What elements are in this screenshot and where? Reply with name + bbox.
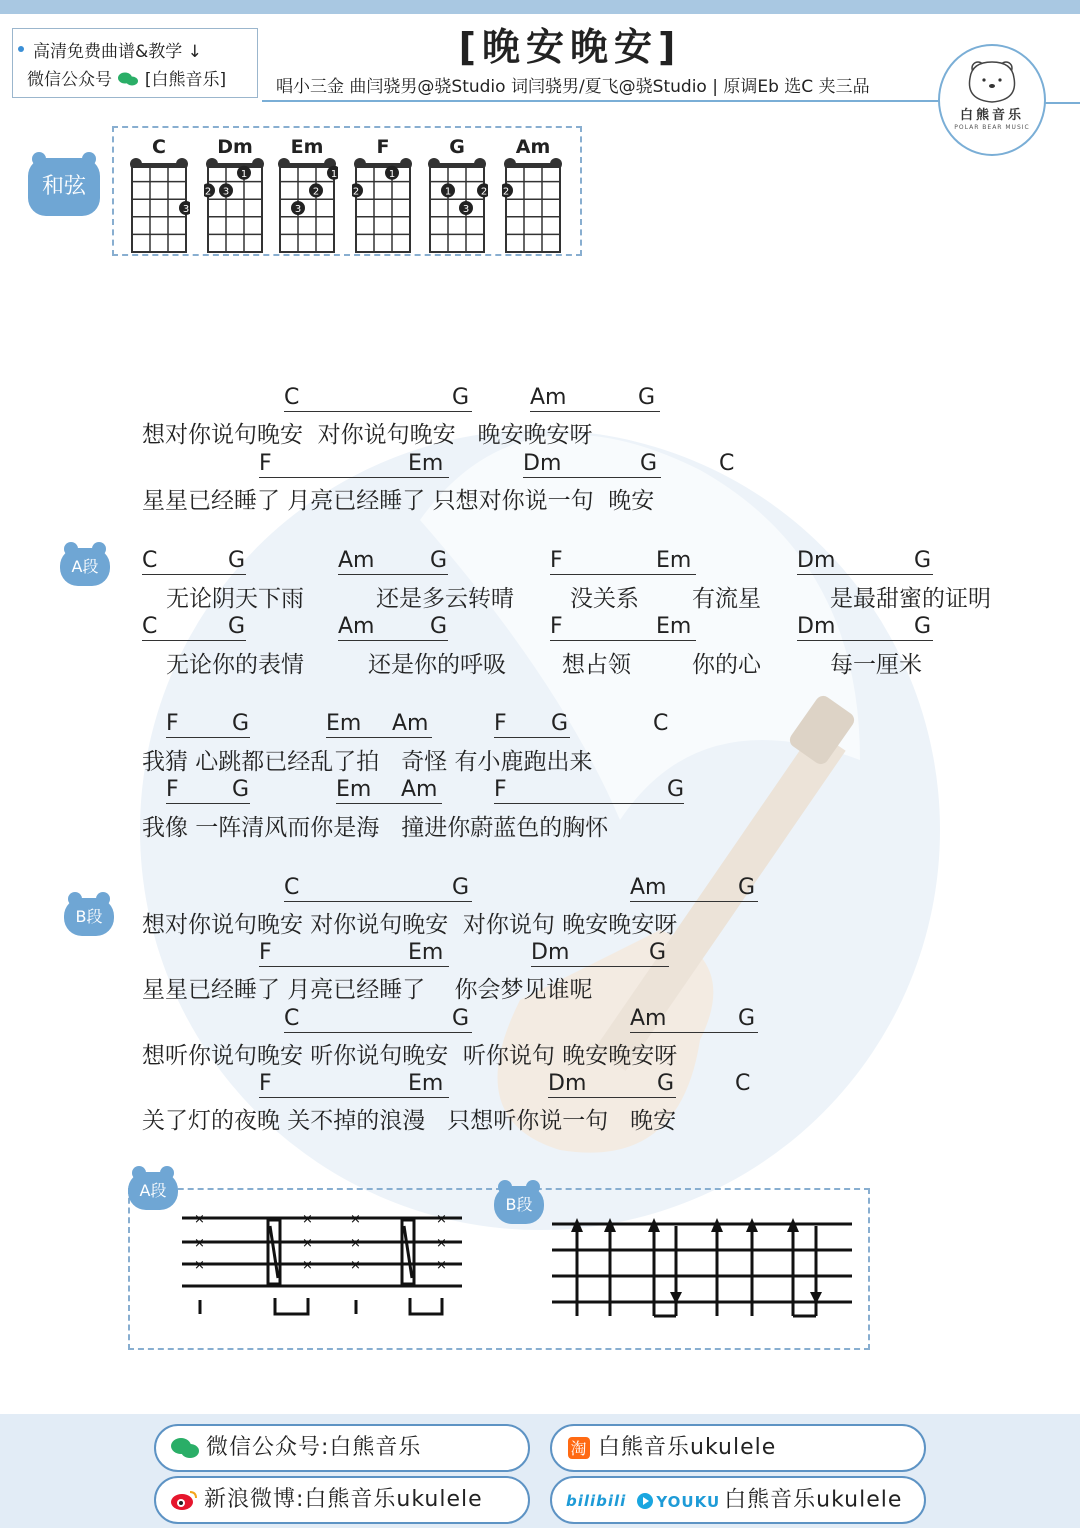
wechat-icon — [117, 72, 139, 86]
fretboard-grid — [276, 158, 338, 254]
chord-diagram-em — [276, 136, 338, 248]
lyric-line: 你的心 — [692, 652, 761, 678]
chord-label: G — [452, 875, 470, 900]
svg-text:1: 1 — [330, 168, 338, 180]
wechat-icon — [170, 1437, 200, 1459]
chord-label: Em — [408, 940, 444, 965]
chord-label: G — [914, 548, 932, 573]
chord-label: G — [232, 711, 250, 736]
chords-badge: 和弦 — [28, 158, 100, 216]
brand-logo — [938, 44, 1046, 156]
taobao-link-label: 白熊音乐ukulele — [598, 1435, 777, 1460]
chord-label: G — [430, 614, 448, 639]
chord-label: Am — [630, 875, 667, 900]
fretboard-grid — [204, 158, 266, 254]
bilibili-icon — [566, 1478, 626, 1523]
chord-label: G — [649, 940, 667, 965]
lyric-line: 想占领 — [562, 652, 631, 678]
svg-text:1: 1 — [388, 168, 396, 180]
chord-label: G — [228, 614, 246, 639]
lyric-line: 想听你说句晚安 听你说句晚安 听你说句 晚安晚安呀 — [142, 1043, 678, 1069]
chord-label: Dm — [797, 548, 836, 573]
chord-label: Em — [656, 614, 692, 639]
chord-underline — [338, 574, 448, 575]
chord-label: Dm — [523, 451, 562, 476]
chord-label: F — [259, 1071, 272, 1096]
chord-underline — [550, 574, 696, 575]
promo-wechat-label: 微信公众号 — [27, 70, 112, 90]
top-bar — [0, 0, 1080, 14]
chord-label: F — [166, 711, 179, 736]
svg-text:3: 3 — [462, 204, 470, 215]
chord-underline — [259, 477, 449, 478]
chord-label: Am — [401, 777, 438, 802]
chord-underline — [494, 737, 570, 738]
chord-underline — [284, 901, 472, 902]
chord-diagram-f — [352, 136, 414, 248]
chord-label: G — [452, 1006, 470, 1031]
svg-text:×: × — [350, 1258, 361, 1273]
chord-underline — [284, 1032, 472, 1033]
lyric-line: 无论阴天下雨 — [166, 586, 304, 612]
chord-label: F — [550, 548, 563, 573]
chord-underline — [797, 640, 933, 641]
chord-underline — [284, 411, 472, 412]
chord-underline — [548, 1097, 676, 1098]
lyric-line: 还是多云转晴 — [376, 586, 514, 612]
lyric-line: 想对你说句晚安 对你说句晚安 对你说句 晚安晚安呀 — [142, 912, 678, 938]
chord-label: Em — [326, 711, 362, 736]
svg-text:×: × — [302, 1236, 313, 1251]
taobao-link[interactable] — [550, 1424, 926, 1472]
svg-text:淘: 淘 — [570, 1439, 588, 1458]
chord-underline — [166, 803, 250, 804]
chord-underline — [494, 803, 684, 804]
svg-text:×: × — [194, 1236, 205, 1251]
chord-label: F — [259, 940, 272, 965]
chord-label: C — [284, 385, 300, 410]
fretboard-grid — [502, 158, 564, 254]
chord-name: C — [152, 136, 166, 158]
svg-text:×: × — [302, 1258, 313, 1273]
bilibili-label: bilibili — [566, 1492, 627, 1510]
svg-text:2: 2 — [502, 186, 510, 198]
promo-line-1: 高清免费曲谱&教学 ↓ — [33, 42, 202, 62]
lyric-line: 还是你的呼吸 — [368, 652, 506, 678]
rhythm-a-notation — [180, 1206, 480, 1326]
lyric-line: 想对你说句晚安 对你说句晚安 晚安晚安呀 — [142, 422, 593, 448]
chord-label: C — [735, 1071, 751, 1096]
svg-text:×: × — [194, 1212, 205, 1227]
chord-label: G — [657, 1071, 675, 1096]
fretboard-grid — [352, 158, 414, 254]
chord-underline — [797, 574, 933, 575]
svg-text:×: × — [436, 1212, 447, 1227]
svg-text:1: 1 — [240, 168, 248, 180]
logo-text: 白熊音乐 — [959, 108, 1024, 123]
chord-underline — [166, 737, 250, 738]
chord-label: F — [494, 777, 507, 802]
svg-text:×: × — [350, 1212, 361, 1227]
chord-label: Am — [630, 1006, 667, 1031]
chord-label: Em — [408, 1071, 444, 1096]
chord-underline — [523, 477, 661, 478]
chord-name: Em — [290, 136, 324, 158]
chord-underline — [630, 901, 758, 902]
chord-label: Am — [338, 614, 375, 639]
chord-underline — [259, 1097, 449, 1098]
chord-label: G — [638, 385, 656, 410]
chord-name: G — [449, 136, 465, 158]
lyric-line: 没关系 — [570, 586, 639, 612]
chord-label: G — [551, 711, 569, 736]
svg-text:3: 3 — [294, 204, 302, 215]
video-links-label: 白熊音乐ukulele — [724, 1487, 903, 1513]
chord-label: Am — [392, 711, 429, 736]
promo-brand: [白熊音乐] — [144, 70, 227, 90]
chord-label: F — [259, 451, 272, 476]
chord-underline — [336, 803, 442, 804]
chord-label: Dm — [797, 614, 836, 639]
lyric-line: 关了灯的夜晚 关不掉的浪漫 只想听你说一句 晚安 — [142, 1108, 677, 1134]
section-b-badge: B段 — [64, 898, 114, 936]
lyric-line: 无论你的表情 — [166, 652, 304, 678]
header-divider — [262, 100, 942, 102]
chord-label: G — [640, 451, 658, 476]
chord-label: C — [142, 614, 158, 639]
svg-text:2: 2 — [480, 186, 488, 198]
polar-bear-icon — [940, 48, 1044, 108]
chord-diagram-am — [502, 136, 564, 248]
chord-underline — [530, 411, 660, 412]
wechat-link[interactable] — [154, 1424, 530, 1472]
fretboard-grid — [128, 158, 190, 254]
chord-label: C — [284, 1006, 300, 1031]
chord-underline — [338, 640, 448, 641]
play-icon — [636, 1492, 654, 1510]
song-credits: 唱小三金 曲闫骁男@骁Studio 词闫骁男/夏飞@骁Studio | 原调Eb 选C 夹三品 — [276, 77, 870, 97]
chord-label: Dm — [531, 940, 570, 965]
lyric-line: 星星已经睡了 月亮已经睡了 你会梦见谁呢 — [142, 977, 593, 1003]
chord-underline — [550, 640, 696, 641]
svg-text:×: × — [436, 1258, 447, 1273]
svg-text:2: 2 — [352, 186, 360, 198]
weibo-link-label: 新浪微博:白熊音乐ukulele — [204, 1487, 483, 1512]
taobao-icon — [566, 1435, 592, 1461]
chord-label: C — [284, 875, 300, 900]
chord-underline — [142, 640, 246, 641]
video-links[interactable] — [550, 1476, 926, 1524]
rhythm-a-badge: A段 — [128, 1172, 178, 1210]
promo-line-2 — [27, 65, 226, 90]
chord-label: Em — [656, 548, 692, 573]
youku-label: YOUKU — [656, 1492, 721, 1511]
rhythm-b-notation — [550, 1212, 860, 1322]
chord-diagram-g — [426, 136, 488, 248]
lyric-line: 星星已经睡了 月亮已经睡了 只想对你说一句 晚安 — [142, 488, 655, 514]
logo-subtext: POLAR BEAR MUSIC — [954, 124, 1030, 131]
chord-label: C — [719, 451, 735, 476]
chord-label: Dm — [548, 1071, 587, 1096]
svg-text:3: 3 — [222, 186, 230, 198]
chord-label: Am — [530, 385, 567, 410]
rhythm-b-badge: B段 — [494, 1186, 544, 1224]
lyric-line: 我猜 心跳都已经乱了拍 奇怪 有小鹿跑出来 — [142, 749, 593, 775]
chord-label: G — [914, 614, 932, 639]
lyric-line: 是最甜蜜的证明 — [830, 586, 991, 612]
svg-text:×: × — [350, 1236, 361, 1251]
chord-diagram-c — [128, 136, 190, 248]
chord-label: F — [166, 777, 179, 802]
lyric-line: 我像 一阵清风而你是海 撞进你蔚蓝色的胸怀 — [142, 815, 609, 841]
chord-diagram-box — [112, 126, 582, 256]
chord-label: F — [494, 711, 507, 736]
wechat-link-label: 微信公众号:白熊音乐 — [206, 1435, 422, 1460]
svg-text:1: 1 — [444, 186, 452, 198]
chord-label: C — [653, 711, 669, 736]
chord-label: G — [430, 548, 448, 573]
lyric-line: 每一厘米 — [830, 652, 922, 678]
song-title: [晚安晚安] — [458, 25, 682, 69]
header-divider-right — [1040, 102, 1080, 104]
chord-underline — [259, 966, 449, 967]
weibo-icon — [170, 1488, 198, 1512]
chord-name: F — [376, 136, 390, 158]
chord-label: Em — [336, 777, 372, 802]
svg-text:2: 2 — [204, 186, 212, 198]
svg-text:3: 3 — [182, 204, 190, 215]
chord-underline — [142, 574, 246, 575]
chord-label: G — [667, 777, 685, 802]
svg-text:×: × — [436, 1236, 447, 1251]
chord-label: G — [452, 385, 470, 410]
chord-label: G — [228, 548, 246, 573]
chord-label: C — [142, 548, 158, 573]
promo-box — [12, 28, 258, 98]
section-a-badge: A段 — [60, 548, 110, 586]
fretboard-grid — [426, 158, 488, 254]
chord-name: Dm — [217, 136, 253, 158]
chord-diagram-dm — [204, 136, 266, 248]
lyric-line: 有流星 — [692, 586, 761, 612]
chord-underline — [630, 1032, 758, 1033]
svg-text:×: × — [302, 1212, 313, 1227]
chord-underline — [531, 966, 669, 967]
chord-underline — [326, 737, 432, 738]
chord-label: F — [550, 614, 563, 639]
svg-text:2: 2 — [312, 186, 320, 198]
chord-label: G — [738, 875, 756, 900]
chord-label: Em — [408, 451, 444, 476]
chord-label: Am — [338, 548, 375, 573]
bullet-dot — [18, 46, 24, 52]
chord-label: G — [738, 1006, 756, 1031]
chord-name: Am — [515, 136, 551, 158]
weibo-link[interactable] — [154, 1476, 530, 1524]
chord-label: G — [232, 777, 250, 802]
svg-text:×: × — [194, 1258, 205, 1273]
